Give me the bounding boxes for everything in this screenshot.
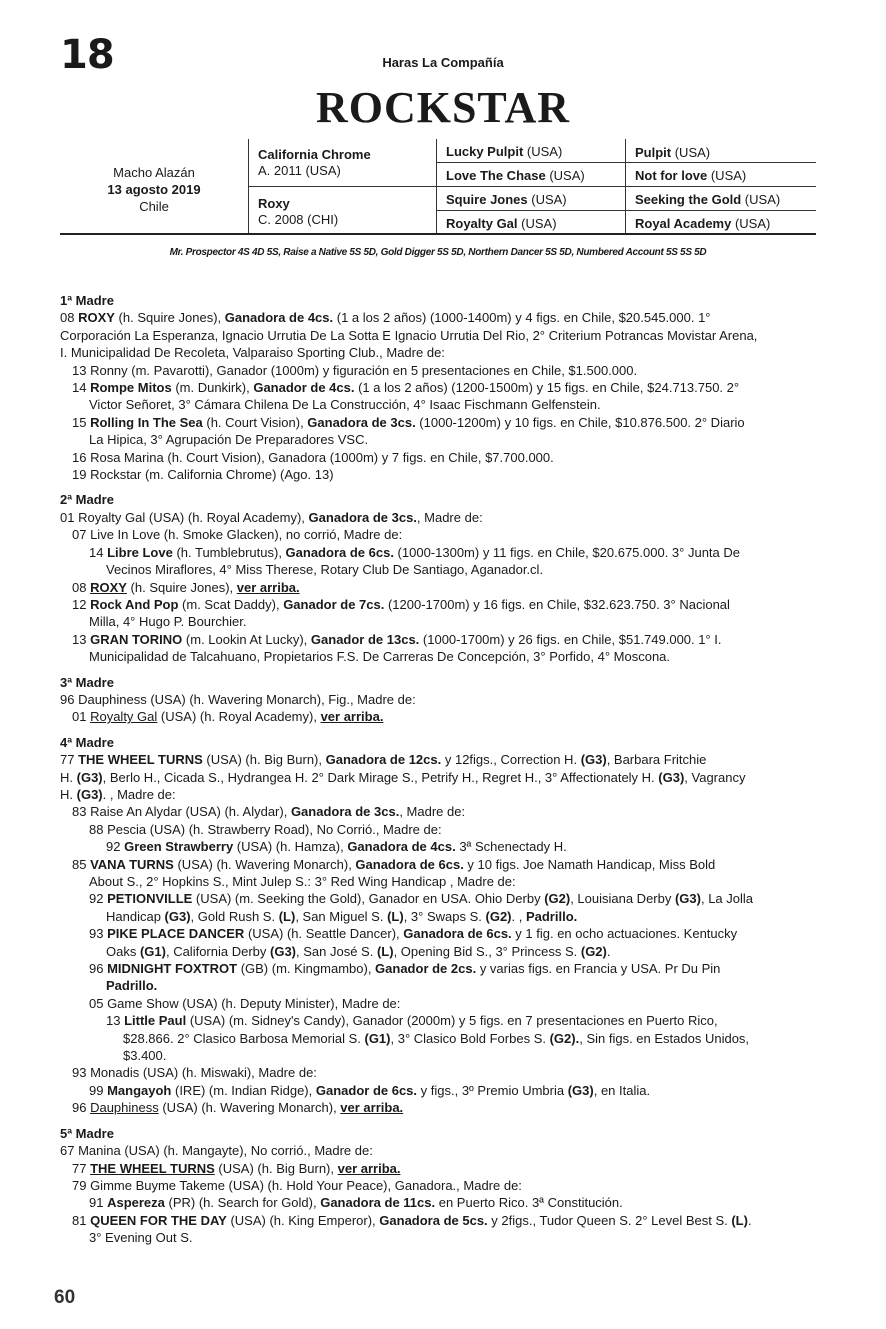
record-line: 77 THE WHEEL TURNS (USA) (h. Big Burn), Ganadora de 12cs. y 12figs., Correction H. (G3), Barbara Fritchie [60,752,707,768]
record-line: 01 Royalty Gal (USA) (h. Royal Academy), ver arriba. [72,709,384,725]
pedigree-g3-2: Not for love (USA) [635,168,747,183]
record-line: La Hipica, 3° Agrupación De Preparadores VSC. [89,432,369,448]
record-line: $28.866. 2° Clasico Barbosa Memorial S. (G1), 3° Clasico Bold Forbes S. (G2)., Sin figs. en Estados Unidos, [123,1030,750,1046]
inbreeding-note: Mr. Prospector 4S 4D 5S, Raise a Native 5S 5D, Gold Digger 5S 5D, Northern Dancer 5S 5D, Numbered Account 5S 5S 5D [169,247,707,258]
record-line: 14 Rompe Mitos (m. Dunkirk), Ganador de 4cs. (1 a los 2 años) (1200-1500m) y 15 figs. en Chile, $24.713.750. 2° [72,380,740,396]
record-line: 83 Raise An Alydar (USA) (h. Alydar), Ganadora de 3cs., Madre de: [72,804,466,820]
record-line: 08 ROXY (h. Squire Jones), Ganadora de 4cs. (1 a los 2 años) (1000-1400m) y 4 figs. en Chile, $20.545.000. 1° [60,310,711,326]
record-line: 79 Gimme Buyme Takeme (USA) (h. Hold Your Peace), Ganadora., Madre de: [72,1177,522,1193]
record-line: 93 Monadis (USA) (h. Miswaki), Madre de: [72,1065,317,1081]
record-line: 88 Pescia (USA) (h. Strawberry Road), No Corrió., Madre de: [89,821,442,837]
record-line: 67 Manina (USA) (h. Mangayte), No corrió., Madre de: [60,1143,373,1159]
consignor: Haras La Compañía [382,55,504,70]
record-line: Milla, 4° Hugo P. Bourchier. [89,614,247,630]
record-line: $3.400. [123,1048,167,1064]
pedigree-dam-dam: Royalty Gal (USA) [446,216,557,231]
record-line: Oaks (G1), California Derby (G3), San José S. (L), Opening Bid S., 3° Princess S. (G2). [106,943,611,959]
horse-info [60,164,248,215]
dam-detail: C. 2008 (CHI) [258,212,339,227]
record-line: 13 Ronny (m. Pavarotti), Ganador (1000m) y figuración en 5 presentaciones en Chile, $1.500.000. [72,362,638,378]
record-line: Corporación La Esperanza, Ignacio Urrutia De La Sotta E Ignacio Urrutia Del Rio, 2° Criterium Potrancas Movistar Arena, [60,327,758,343]
lot-number: 18 [60,32,114,78]
pedigree-table [248,139,816,234]
record-line: 13 GRAN TORINO (m. Lookin At Lucky), Ganador de 13cs. (1000-1700m) y 26 figs. en Chile, $51.749.000. 1° I. [72,631,722,647]
record-line: 05 Game Show (USA) (h. Deputy Minister), Madre de: [89,995,401,1011]
record-line: 85 VANA TURNS (USA) (h. Wavering Monarch), Ganadora de 6cs. y 10 figs. Joe Namath Handicap, Miss Bold [72,856,716,872]
record-line: 81 QUEEN FOR THE DAY (USA) (h. King Emperor), Ganadora de 5cs. y 2figs., Tudor Queen S. 2° Level Best S. (L). [72,1212,752,1228]
record-line: 91 Aspereza (PR) (h. Search for Gold), Ganadora de 11cs. en Puerto Rico. 3ª Constitución. [89,1195,623,1211]
record-line: Municipalidad de Talcahuano, Propietarios F.S. De Carreras De Concepción, 3° Porfido, 4° Moscona. [89,649,671,665]
section-title: 1ª Madre [60,293,114,308]
record-line: 93 PIKE PLACE DANCER (USA) (h. Seattle Dancer), Ganadora de 6cs. y 1 fig. en ocho actuaciones. Kentucky [89,926,738,942]
produce-record [60,292,820,1247]
page-number: 60 [54,1287,76,1308]
record-line: Handicap (G3), Gold Rush S. (L), San Miguel S. (L), 3° Swaps S. (G2). , Padrillo. [106,908,578,924]
record-line: H. (G3), Berlo H., Cicada S., Hydrangea H. 2° Dark Mirage S., Petrify H., Regret H., 3° Affectionately H. (G3), Vagrancy [60,769,746,785]
record-line: 07 Live In Love (h. Smoke Glacken), no corrió, Madre de: [72,527,403,543]
record-line: 96 Dauphiness (USA) (h. Wavering Monarch), ver arriba. [72,1100,404,1116]
record-line: 15 Rolling In The Sea (h. Court Vision), Ganadora de 3cs. (1000-1200m) y 10 figs. en Chile, $10.876.500. 2° Diario [72,414,745,430]
country: Chile [139,199,169,214]
record-line: 92 PETIONVILLE (USA) (m. Seeking the Gold), Ganador en USA. Ohio Derby (G2), Louisiana Derby (G3), La Jolla [89,891,754,907]
sire-detail: A. 2011 (USA) [258,163,341,178]
record-line: 3° Evening Out S. [89,1230,193,1246]
section-title: 4ª Madre [60,734,114,750]
sire-name: California Chrome [258,147,371,162]
foaled-date: 13 agosto 2019 [107,182,201,197]
pedigree-sire-sire: Lucky Pulpit (USA) [446,144,563,159]
sex-color: Macho Alazán [113,165,195,180]
record-line: 01 Royalty Gal (USA) (h. Royal Academy), Ganadora de 3cs., Madre de: [60,509,483,525]
record-line: About S., 2° Hopkins S., Mint Julep S.: 3° Red Wing Handicap , Madre de: [89,874,516,889]
record-line: Victor Señoret, 3° Cámara Chilena De La Construcción, 4° Isaac Fischmann Gelfenstein. [89,397,601,413]
pedigree-g3-1: Pulpit (USA) [635,145,711,160]
pedigree-dam-sire: Squire Jones (USA) [446,192,567,207]
dam-name: Roxy [258,196,290,211]
record-line: Vecinos Miraflores, 4° Miss Therese, Rotary Club De Santiago, Aganador.cl. [106,562,544,578]
record-line: 08 ROXY (h. Squire Jones), ver arriba. [72,579,300,595]
record-line: 14 Libre Love (h. Tumblebrutus), Ganadora de 6cs. (1000-1300m) y 11 figs. en Chile, $20.675.000. 3° Junta De [89,544,740,560]
pedigree-g3-4: Royal Academy (USA) [635,216,771,231]
record-line: 96 MIDNIGHT FOXTROT (GB) (m. Kingmambo), Ganador de 2cs. y varias figs. en Francia y USA. Pr Du Pin [89,961,721,977]
record-line: 77 THE WHEEL TURNS (USA) (h. Big Burn), ver arriba. [72,1160,401,1176]
section-title: 3ª Madre [60,674,114,690]
section-title: 2ª Madre [60,492,114,508]
record-line: H. (G3). , Madre de: [60,786,176,802]
record-line: 96 Dauphiness (USA) (h. Wavering Monarch), Fig., Madre de: [60,691,416,707]
record-line: Padrillo. [106,978,158,994]
record-line: I. Municipalidad De Recoleta, Valparaiso Sporting Club., Madre de: [60,345,445,361]
horse-name: ROCKSTAR [315,83,571,132]
pedigree-g3-3: Seeking the Gold (USA) [635,192,781,207]
section-title: 5ª Madre [60,1125,114,1141]
record-line: 92 Green Strawberry (USA) (h. Hamza), Ganadora de 4cs. 3ª Schenectady H. [106,839,567,855]
pedigree-sire-dam: Love The Chase (USA) [446,168,585,183]
record-line: 13 Little Paul (USA) (m. Sidney's Candy), Ganador (2000m) y 5 figs. en 7 presentaciones en Puerto Rico, [106,1013,718,1029]
record-line: 99 Mangayoh (IRE) (m. Indian Ridge), Ganador de 6cs. y figs., 3º Premio Umbria (G3), en Italia. [89,1082,651,1098]
record-line: 19 Rockstar (m. California Chrome) (Ago. 13) [72,467,334,483]
record-line: 12 Rock And Pop (m. Scat Daddy), Ganador de 7cs. (1200-1700m) y 16 figs. en Chile, $32.623.750. 3° Nacional [72,596,730,612]
pedigree-sire [258,147,371,179]
record-line: 16 Rosa Marina (h. Court Vision), Ganadora (1000m) y 7 figs. en Chile, $7.700.000. [72,449,554,465]
pedigree-dam [258,196,338,228]
